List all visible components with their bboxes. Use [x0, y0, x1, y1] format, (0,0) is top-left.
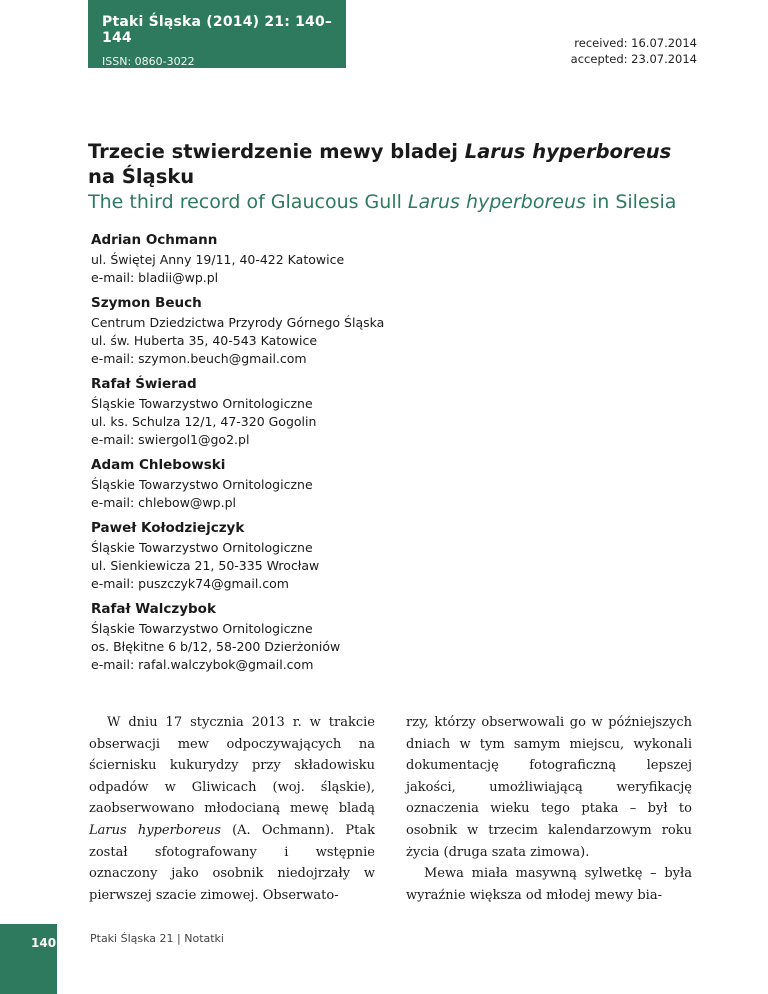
- author-affiliation: Śląskie Towarzystwo Ornitologiczne: [91, 477, 313, 492]
- author-name: Adrian Ochmann: [91, 232, 218, 248]
- title-english-tail: in Silesia: [585, 191, 677, 213]
- author-address-line: os. Błękitne 6 b/12, 58-200 Dzierżoniów: [91, 639, 341, 654]
- journal-citation: Ptaki Śląska (2014) 21: 140–144: [102, 14, 333, 46]
- title-english-text: The third record of Glaucous Gull: [88, 191, 408, 213]
- author-email: e-mail: swiergol1@go2.pl: [91, 432, 250, 447]
- author-name: Adam Chlebowski: [91, 457, 226, 473]
- title-polish: [88, 139, 688, 189]
- title-polish-species: Larus hyperboreus: [464, 140, 672, 163]
- author-affiliation: Śląskie Towarzystwo Ornitologiczne: [91, 621, 313, 636]
- body-paragraph: Mewa miała masywną sylwetkę – była wyraźnie większa od młodej mewy bia-: [406, 866, 692, 903]
- journal-header-box: [88, 0, 346, 68]
- page-number-tab: [0, 924, 57, 994]
- author-entry: [91, 517, 651, 593]
- author-address-line: ul. Świętej Anny 19/11, 40-422 Katowice: [91, 252, 345, 267]
- author-email: e-mail: chlebow@wp.pl: [91, 495, 236, 510]
- author-email: e-mail: rafal.walczybok@gmail.com: [91, 657, 314, 672]
- author-list: [91, 229, 651, 679]
- journal-issn: ISSN: 0860-3022: [102, 55, 195, 68]
- author-email: e-mail: szymon.beuch@gmail.com: [91, 351, 307, 366]
- author-affiliation: Śląskie Towarzystwo Ornitologiczne: [91, 396, 313, 411]
- received-date: received: 16.07.2014: [574, 36, 697, 50]
- species-name: Larus hyperboreus: [89, 822, 221, 838]
- author-name: Rafał Świerad: [91, 376, 197, 392]
- author-address-line: ul. ks. Schulza 12/1, 47-320 Gogolin: [91, 414, 317, 429]
- body-column-left: [89, 712, 375, 906]
- body-paragraph: rzy, którzy obserwowali go w późniejszych dniach w tym samym miejscu, wykonali dokumentację fotograficzną lepszej jakości, umożliwiającą weryfikację oznaczenia wieku tego ptaka – był to osobnik w trzecim kalendarzowym roku życia (druga szata zimowa).: [406, 715, 692, 860]
- author-address-line: ul. Sienkiewicza 21, 50-335 Wrocław: [91, 558, 320, 573]
- author-affiliation: Centrum Dziedzictwa Przyrody Górnego Śląska: [91, 315, 385, 330]
- author-email: e-mail: bladii@wp.pl: [91, 270, 219, 285]
- author-email: e-mail: puszczyk74@gmail.com: [91, 576, 289, 591]
- author-name: Szymon Beuch: [91, 295, 202, 311]
- body-paragraph: [89, 712, 375, 906]
- article-dates: [571, 35, 697, 67]
- author-entry: [91, 454, 651, 512]
- body-text: W dniu 17 stycznia 2013 r. w trakcie obserwacji mew odpoczywających na ściernisku kukurydzy przy składowisku odpadów w Gliwicach (woj. śląskie), zaobserwowano młodocianą mewę bladą: [89, 715, 375, 817]
- author-name: Rafał Walczybok: [91, 601, 216, 617]
- author-affiliation: Śląskie Towarzystwo Ornitologiczne: [91, 540, 313, 555]
- author-entry: [91, 292, 651, 368]
- author-entry: [91, 229, 651, 287]
- author-entry: [91, 373, 651, 449]
- author-entry: [91, 598, 651, 674]
- page-number: 140: [31, 936, 57, 950]
- author-address-line: ul. św. Huberta 35, 40-543 Katowice: [91, 333, 318, 348]
- title-english: [88, 190, 708, 214]
- author-name: Paweł Kołodziejczyk: [91, 520, 245, 536]
- title-english-species: Larus hyperboreus: [407, 191, 586, 213]
- running-footer: Ptaki Śląska 21 | Notatki: [90, 932, 224, 945]
- title-polish-text: Trzecie stwierdzenie mewy bladej: [88, 140, 465, 163]
- body-column-right: [406, 712, 692, 906]
- title-polish-tail: na Śląsku: [88, 165, 195, 188]
- accepted-date: accepted: 23.07.2014: [570, 52, 697, 66]
- body-text: (A. Ochmann). Ptak został sfotografowany i wstępnie oznaczony jako osobnik niedojrzały w pierwszej szacie zimowej. Obserwato-: [89, 822, 375, 903]
